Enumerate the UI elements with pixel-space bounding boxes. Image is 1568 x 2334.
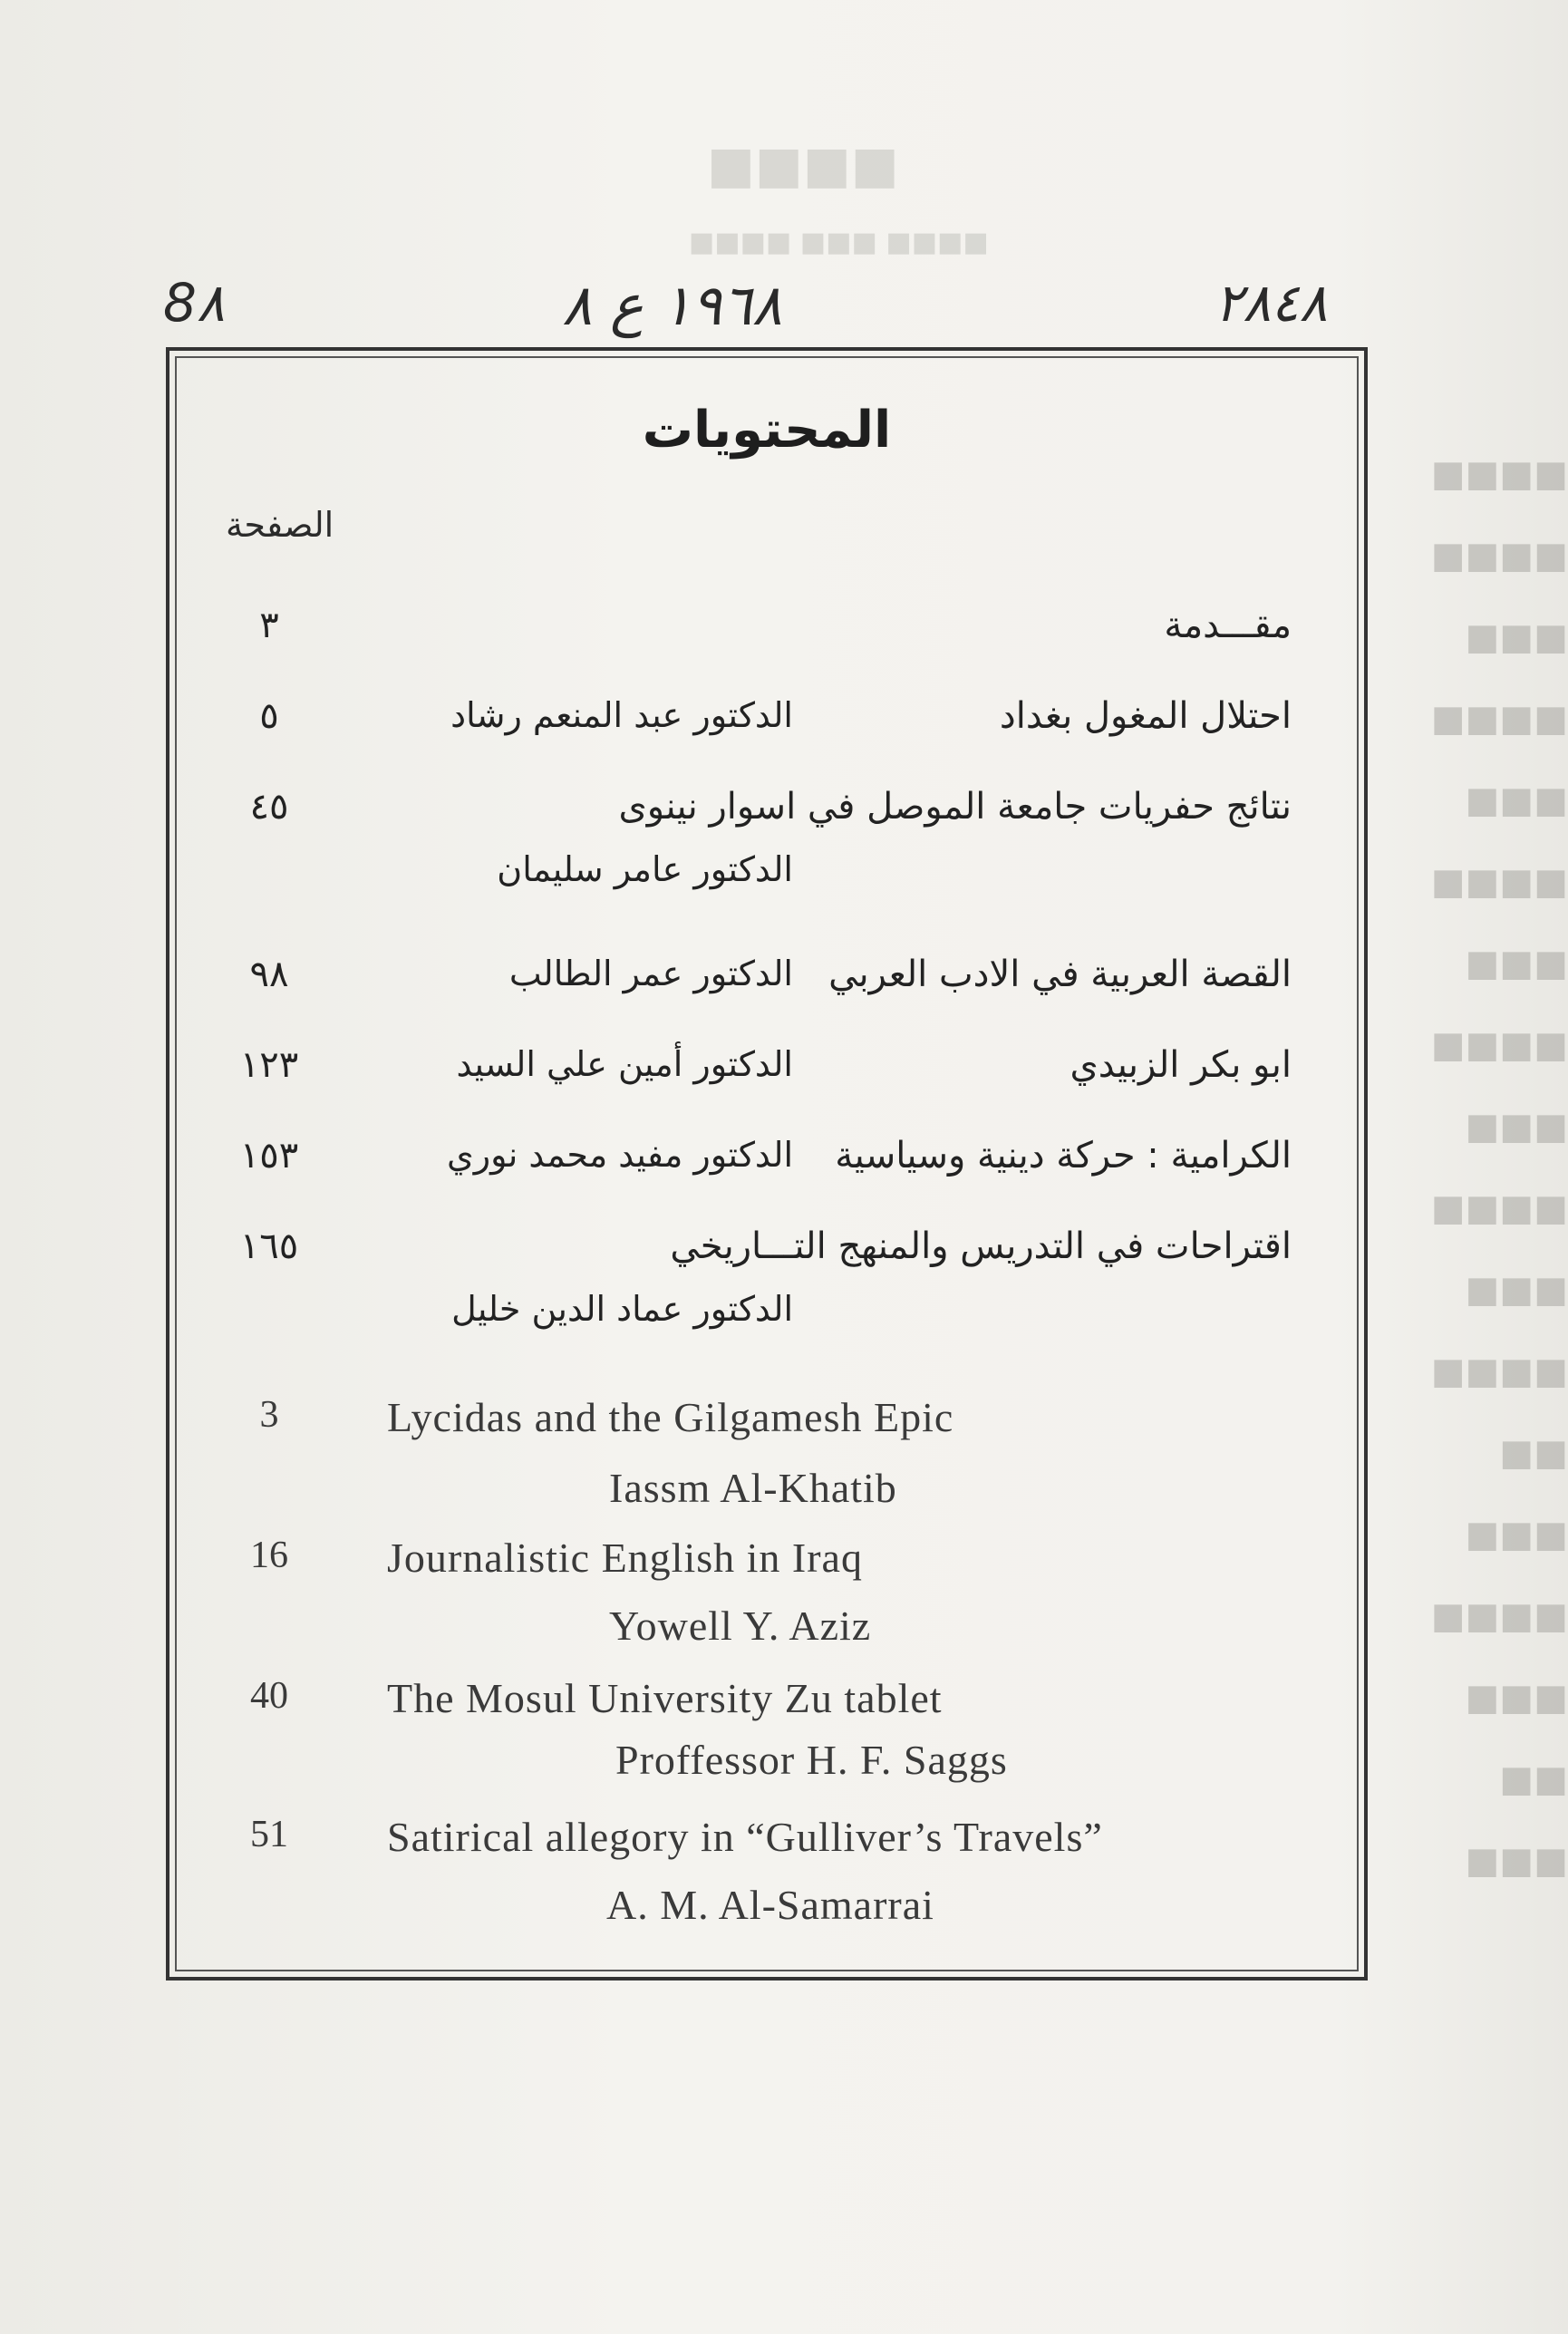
- toc-entry: [169, 695, 1364, 759]
- entry-page-number: 40: [250, 1675, 288, 1717]
- entry-page-number: 3: [259, 1394, 279, 1436]
- entry-author: الدكتور عامر سليمان: [497, 849, 793, 889]
- entry-page-number: ٤٥: [249, 786, 289, 828]
- entry-author: الدكتور مفيد محمد نوري: [447, 1135, 793, 1175]
- table-of-contents-frame: [166, 347, 1368, 1981]
- entry-title: مقـــدمة: [1164, 605, 1292, 646]
- toc-entry: [169, 954, 1364, 1017]
- entry-page-number: ١٥٣: [239, 1135, 299, 1177]
- bleed-through-heading: ■■■■: [707, 136, 899, 195]
- entry-page-number: 51: [250, 1814, 288, 1855]
- bleed-through-subheading: ■■■■ ■■■ ■■■■: [689, 227, 989, 258]
- entry-title: The Mosul University Zu tablet: [387, 1675, 943, 1721]
- toc-entry: [169, 605, 1364, 668]
- entry-page-number: ١٦٥: [239, 1225, 299, 1267]
- handwritten-note-middle: ١٩٦٨ ع ٨: [562, 272, 782, 338]
- handwritten-note-left: 8٨: [163, 272, 226, 334]
- entry-author: الدكتور عماد الدين خليل: [451, 1289, 793, 1329]
- entry-page-number: ٩٨: [249, 954, 289, 995]
- toc-entry: [169, 1135, 1364, 1198]
- toc-title: المحتويات: [642, 401, 892, 460]
- handwritten-note-right: ٢٨٤٨: [1215, 272, 1328, 334]
- toc-entry-english: [169, 1813, 1364, 1928]
- toc-entry-english: [169, 1674, 1364, 1783]
- toc-entry: [169, 1225, 1364, 1329]
- entry-page-number: ٣: [259, 605, 279, 646]
- entry-author: Proffessor H. F. Saggs: [615, 1737, 1008, 1783]
- entry-author: Iassm Al-Khatib: [609, 1465, 897, 1511]
- entry-title: Journalistic English in Iraq: [387, 1535, 863, 1581]
- entry-title: نتائج حفريات جامعة الموصل في اسوار نينوى: [618, 786, 1292, 828]
- entry-page-number: ١٢٣: [239, 1044, 299, 1086]
- entry-title: ابو بكر الزبيدي: [1070, 1044, 1292, 1086]
- entry-author: الدكتور أمين علي السيد: [456, 1044, 793, 1084]
- entry-title: Satirical allegory in “Gulliver’s Travels”: [387, 1814, 1103, 1860]
- toc-entry-english: [169, 1534, 1364, 1649]
- entry-title: الكرامية : حركة دينية وسياسية: [835, 1135, 1292, 1177]
- entry-author: الدكتور عبد المنعم رشاد: [450, 695, 793, 735]
- entry-author: Yowell Y. Aziz: [609, 1603, 872, 1649]
- entry-title: احتلال المغول بغداد: [999, 695, 1292, 737]
- bleed-through-margin-text: ■■■■ ■■■■ ■■■ ■■■■ ■■■ ■■■■ ■■■ ■■■■ ■■■ ■■■■ ■■■ ■■■■ ■■ ■■■ ■■■■ ■■■ ■■ ■■■: [1430, 453, 1568, 1882]
- entry-title: اقتراحات في التدريس والمنهج التـــاريخي: [670, 1225, 1292, 1267]
- page-column-header: الصفحة: [226, 505, 334, 545]
- entry-page-number: 16: [250, 1535, 288, 1576]
- toc-entry-english: [169, 1393, 1364, 1511]
- entry-author: الدكتور عمر الطالب: [508, 954, 793, 993]
- entry-author: A. M. Al-Samarrai: [606, 1882, 934, 1928]
- toc-entry: [169, 786, 1364, 889]
- entry-title: Lycidas and the Gilgamesh Epic: [387, 1394, 954, 1440]
- entry-page-number: ٥: [259, 695, 279, 737]
- entry-title: القصة العربية في الادب العربي: [828, 954, 1292, 995]
- toc-entry: [169, 1044, 1364, 1108]
